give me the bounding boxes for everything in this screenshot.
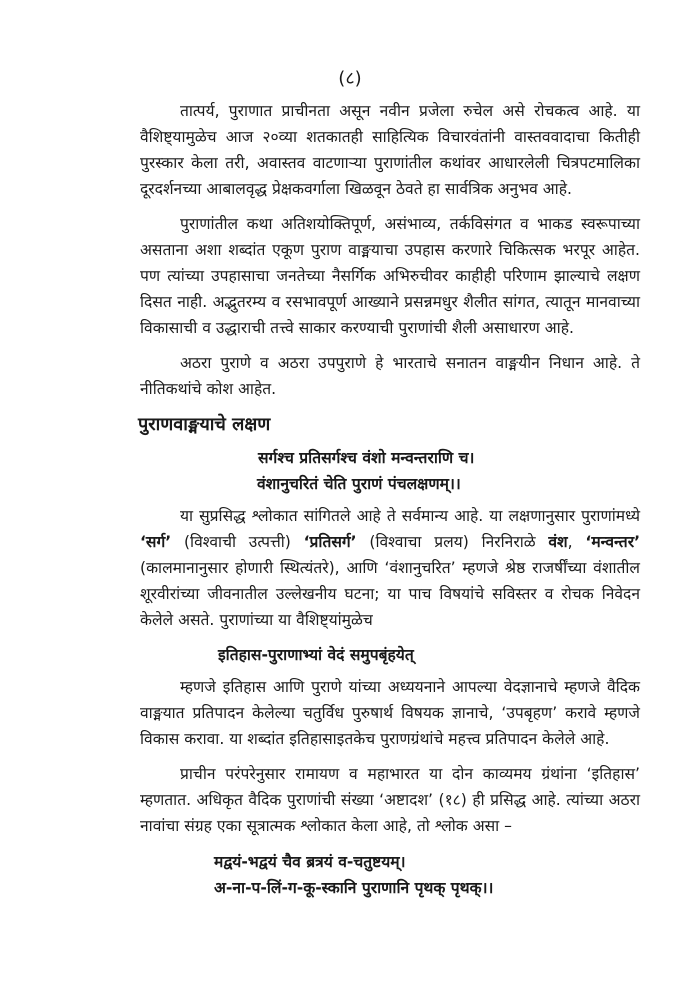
paragraph-4-text: (विश्वाची उत्पत्ती) [171, 533, 304, 551]
paragraph-3: अठरा पुराणे व अठरा उपपुराणे हे भारताचे सनातन वाङ्मयीन निधान आहे. ते नीतिकथांचे कोश आहेत. [140, 354, 640, 398]
verse-1-line-1: सर्गश्च प्रतिसर्गश्च वंशो मन्वन्तराणि च। [258, 449, 475, 467]
paragraph-4-text: (कालमानानुसार होणारी स्थित्यंतरे), आणि ‘वंशानुचरित’ म्हणजे श्रेष्ठ राजर्षींच्या वंशातील शूरवीरांच्या जीवनातील उल्लेखनीय घटना; या पाच विषयांचे सविस्तर व रोचक निवेदन केलेले असते. पुराणांच्या या वैशिष्ट्यांमुळेच [140, 559, 640, 629]
verse-3-line-1: मद्वयं-भद्वयं चैव ब्रत्रयं व-चतुष्टयम्। [214, 853, 406, 871]
term-sarga: ‘सर्ग’ [140, 533, 172, 551]
paragraph-4-text: या सुप्रसिद्ध श्लोकात सांगितले आहे ते सर्वमान्य आहे. या लक्षणानुसार पुराणांमध्ये [180, 507, 640, 525]
section-heading: पुराणवाङ्मयाचे लक्षण [138, 414, 271, 435]
paragraph-5: म्हणजे इतिहास आणि पुराणे यांच्या अध्ययनाने आपल्या वेदज्ञानाचे म्हणजे वैदिक वाङ्मयात प्रतिपादन केलेल्या चतुर्विध पुरुषार्थ विषयक ज्ञानाचे, ‘उपबृहण’ करावे म्हणजे विकास करावा. या शब्दांत इतिहासाइतकेच पुराणग्रंथांचे महत्त्व प्रतिपादन केलेले आहे. [140, 678, 640, 748]
term-vansha: वंश [548, 533, 568, 551]
paragraph-1: तात्पर्य, पुराणात प्राचीनता असून नवीन प्रजेला रुचेल असे रोचकत्व आहे. या वैशिष्ट्यामुळेच आज २०व्या शतकातही साहित्यिक विचारवंतांनी वास्तववादाचा कितीही पुरस्कार केला तरी, अवास्तव वाटणाऱ्या पुराणांतील कथांवर आधारलेली चित्रपटमालिका दूरदर्शनच्या आबालवृद्ध प्रेक्षकवर्गाला खिळवून ठेवते हा सार्वत्रिक अनुभव आहे. [140, 102, 640, 198]
term-pratisarga: ‘प्रतिसर्ग’ [303, 533, 357, 551]
verse-3-line-2: अ-ना-प-लिं-ग-कू-स्कानि पुराणानि पृथक् पृथक्।। [214, 879, 494, 897]
page-number: (८) [338, 68, 362, 89]
paragraph-6: प्राचीन परंपरेनुसार रामायण व महाभारत या दोन काव्यमय ग्रंथांना ‘इतिहास’ म्हणतात. अधिकृत वैदिक पुराणांची संख्या ‘अष्टादश’ (१८) ही प्रसिद्ध आहे. त्यांच्या अठरा नावांचा संग्रह एका सूत्रात्मक श्लोकात केला आहे, तो श्लोक असा – [140, 765, 640, 835]
paragraph-2: पुराणांतील कथा अतिशयोक्तिपूर्ण, असंभाव्य, तर्कविसंगत व भाकड स्वरूपाच्या असताना अशा शब्दांत एकूण पुराण वाङ्मयाचा उपहास करणारे चिकित्सक भरपूर आहेत. पण त्यांच्या उपहासाचा जनतेच्या नैसर्गिक अभिरुचीवर काहीही परिणाम झाल्याचे लक्षण दिसत नाही. अद्भुतरम्य व रसभावपूर्ण आख्याने प्रसन्नमधुर शैलीत सांगत, त्यातून मानवाच्या विकासाची व उद्धाराची तत्त्वे साकार करण्याची पुराणांची शैली असाधारण आहे. [140, 215, 640, 337]
page-content [140, 98, 640, 901]
paragraph-4-text: (विश्वाचा प्रलय) निरनिराळे [356, 533, 549, 551]
verse-1-line-2: वंशानुचरितं चेति पुराणं पंचलक्षणम्।। [257, 475, 461, 493]
paragraph-4 [140, 503, 640, 633]
verse-2: इतिहास-पुराणाभ्यां वेदं समुपबृंहयेत् [218, 646, 414, 664]
term-manvantara: ‘मन्वन्तर’ [585, 533, 640, 551]
paragraph-4-text: , [567, 533, 586, 551]
